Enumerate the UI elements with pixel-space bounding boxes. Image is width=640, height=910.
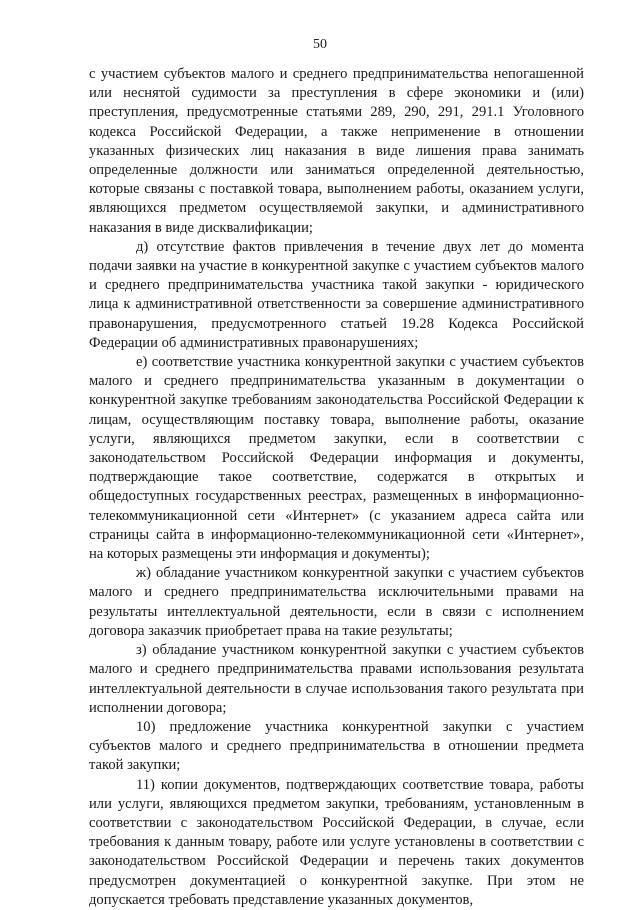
paragraph-item-e: е) соответствие участника конкурентной закупки с участием субъектов малого и среднего предпринимательства указанным в документации о конкурентной закупке требованиям законодательства Российской Федерации к лицам, осуществляющим поставку товара, выполнение работы, оказание услуги, являющихся предметом закупки, если в соответствии с законодательством Российской Федерации информация и документы, подтверждающие такое соответствие, содержатся в открытых и общедоступных государственных реестрах, размещенных в информационно-телекоммуникационной сети «Интернет» (с указанием адреса сайта или страницы сайта в информационно-телекоммуникационной сети «Интернет», на которых размещены эти информация и документы); [89,354,584,563]
paragraph-continuation: с участием субъектов малого и среднего предпринимательства непогашенной или неснятой судимости за преступления в сфере экономики и (или) преступления, предусмотренные статьями 289, 290, 291, 291.1 Уголовного кодекса Российской Федерации, а также неприменение в отношении указанных физических лиц наказания в виде лишения права занимать определенные должности или заниматься определенной деятельностью, которые связаны с поставкой товара, выполнением работы, оказанием услуги, являющихся предметом осуществляемой закупки, и административного наказания в виде дисквалификации; [89,66,584,236]
paragraph-item-z: з) обладание участником конкурентной закупки с участием субъектов малого и среднего предпринимательства правами использования результата интеллектуальной деятельности в случае использования такого результата при исполнении договора; [89,642,584,716]
document-body [89,65,584,910]
paragraph-item-10: 10) предложение участника конкурентной закупки с участием субъектов малого и среднего предпринимательства в отношении предмета такой закупки; [89,718,584,774]
paragraph-item-zh: ж) обладание участником конкурентной закупки с участием субъектов малого и среднего предпринимательства исключительными правами на результаты интеллектуальной деятельности, если в связи с исполнением договора заказчик приобретает права на такие результаты; [89,565,584,639]
paragraph-item-11: 11) копии документов, подтверждающих соответствие товара, работы или услуги, являющихся предметом закупки, требованиям, установленным в соответствии с законодательством Российской Федерации, в случае, если требования к данным товару, работе или услуге установлены в соответствии с законодательством Российской Федерации и перечень таких документов предусмотрен документацией о конкурентной закупке. При этом не допускается требовать представление указанных документов, [89,776,584,908]
paragraph-item-d: д) отсутствие фактов привлечения в течение двух лет до момента подачи заявки на участие в конкурентной закупке с участием субъектов малого и среднего предпринимательства участника такой закупки - юридического лица к административной ответственности за совершение административного правонарушения, предусмотренного статьей 19.28 Кодекса Российской Федерации об административных правонарушениях; [89,238,584,351]
page-number: 50 [313,37,327,52]
